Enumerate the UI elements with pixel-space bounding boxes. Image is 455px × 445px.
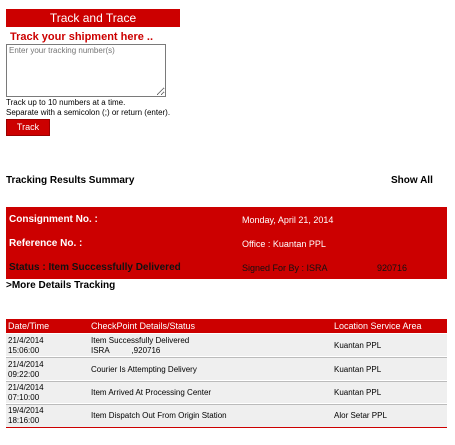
column-header-datetime: Date/Time (8, 321, 50, 331)
show-all-link[interactable]: Show All (391, 175, 433, 186)
row-status-detail: ISRA ,920716 (91, 346, 161, 355)
track-button[interactable]: Track (6, 119, 50, 136)
column-header-checkpoint: CheckPoint Details/Status (91, 321, 196, 331)
row-date: 21/4/2014 (8, 336, 44, 345)
row-time: 15:06:00 (8, 346, 40, 355)
row-location: Kuantan PPL (334, 341, 382, 350)
delivery-status-label: Status : Item Successfully Delivered (9, 262, 181, 273)
row-date: 19/4/2014 (8, 406, 44, 415)
office-value: Office : Kuantan PPL (242, 239, 326, 249)
row-status: Item Dispatch Out From Origin Station (91, 411, 227, 420)
consignment-date: Monday, April 21, 2014 (242, 215, 334, 225)
track-shipment-subtitle: Track your shipment here .. (10, 31, 154, 43)
row-time: 07:10:00 (8, 393, 40, 402)
signed-for-by: Signed For By : ISRA (242, 263, 328, 273)
track-and-trace-header: Track and Trace (6, 9, 180, 27)
row-status: Item Arrived At Processing Center (91, 388, 212, 397)
track-hint-limit: Track up to 10 numbers at a time. (6, 98, 126, 107)
row-location: Kuantan PPL (334, 365, 382, 374)
row-location: Alor Setar PPL (334, 411, 387, 420)
row-time: 09:22:00 (8, 370, 40, 379)
column-header-location: Location Service Area (334, 321, 422, 331)
row-status: Courier Is Attempting Delivery (91, 365, 197, 374)
table-bottom-border (6, 427, 447, 428)
tracking-number-input[interactable] (6, 44, 166, 97)
signed-for-code: 920716 (377, 263, 408, 273)
row-date: 21/4/2014 (8, 383, 44, 392)
row-date: 21/4/2014 (8, 360, 44, 369)
track-hint-separator: Separate with a semicolon (;) or return (enter). (6, 108, 171, 117)
more-details-tracking-link[interactable]: >More Details Tracking (6, 280, 116, 291)
tracking-results-summary-title: Tracking Results Summary (6, 175, 135, 186)
row-location: Kuantan PPL (334, 388, 382, 397)
row-time: 18:16:00 (8, 416, 40, 425)
row-status: Item Successfully Delivered (91, 336, 190, 345)
reference-label: Reference No. : (9, 238, 83, 249)
consignment-label: Consignment No. : (9, 214, 98, 225)
